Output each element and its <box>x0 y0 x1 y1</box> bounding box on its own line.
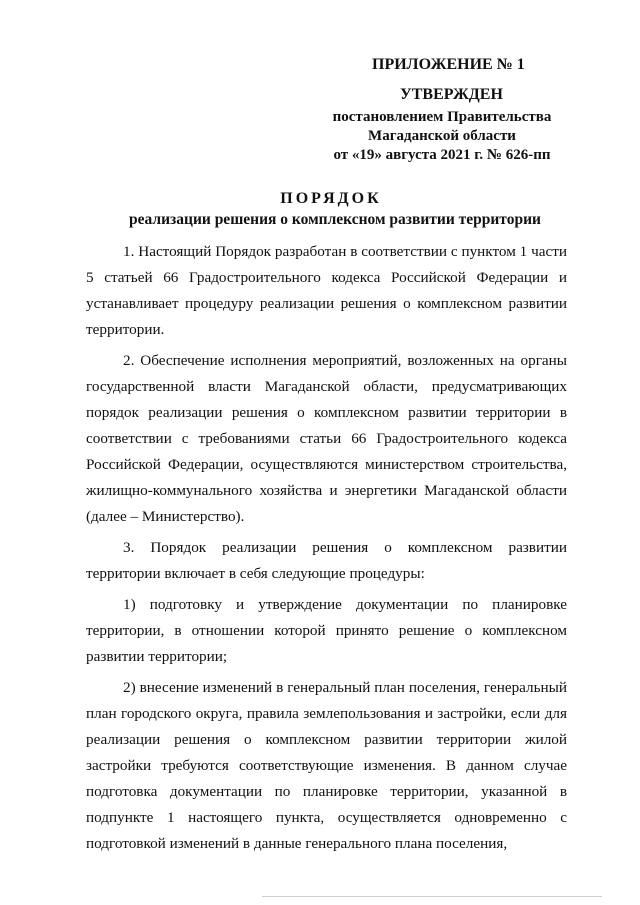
document-title: ПОРЯДОК <box>280 190 382 207</box>
approval-line-3: от «19» августа 2021 г. № 626-пп <box>333 147 551 163</box>
approval-block <box>330 108 554 165</box>
approval-line-2: Магаданской области <box>368 128 516 144</box>
paragraph-2: 2. Обеспечение исполнения мероприятий, возложенных на органы государственной власти Магаданской области, предусматривающих порядок реализации решения о комплексном развитии территории в соответствии с требованиями статьи 66 Градостроительного кодекса Российской Федерации, осуществляются министерством строительства, жилищно-коммунального хозяйства и энергетики Магаданской области (далее – Министерство). <box>86 352 567 525</box>
paragraph-3-item-1: 1) подготовку и утверждение документации по планировке территории, в отношении которой принято решение о комплексном развитии территории; <box>86 596 567 665</box>
document-subtitle: реализации решения о комплексном развитии территории <box>129 211 541 228</box>
paragraph-1: 1. Настоящий Порядок разработан в соответствии с пунктом 1 части 5 статьей 66 Градостроительного кодекса Российской Федерации и устанавливает процедуру реализации решения о комплексном развитии территории. <box>86 243 567 338</box>
appendix-label: ПРИЛОЖЕНИЕ № 1 <box>372 56 525 73</box>
paragraph-3-item-2: 2) внесение изменений в генеральный план поселения, генеральный план городского округа, правила землепользования и застройки, если для реализации решения о комплексном развитии территории жилой застройки требуются соответствующие изменения. В данном случае подготовка документации по планировке территории, указанной в подпункте 1 настоящего пункта, осуществляется одновременно с подготовкой изменений в данные генерального плана поселения, <box>86 679 567 852</box>
document-body <box>86 239 567 857</box>
scan-edge-line <box>262 896 602 897</box>
paragraph-3: 3. Порядок реализации решения о комплексном развитии территории включает в себя следующие процедуры: <box>86 539 567 582</box>
approved-label: УТВЕРЖДЕН <box>400 86 503 103</box>
approval-line-1: постановлением Правительства <box>332 109 552 125</box>
